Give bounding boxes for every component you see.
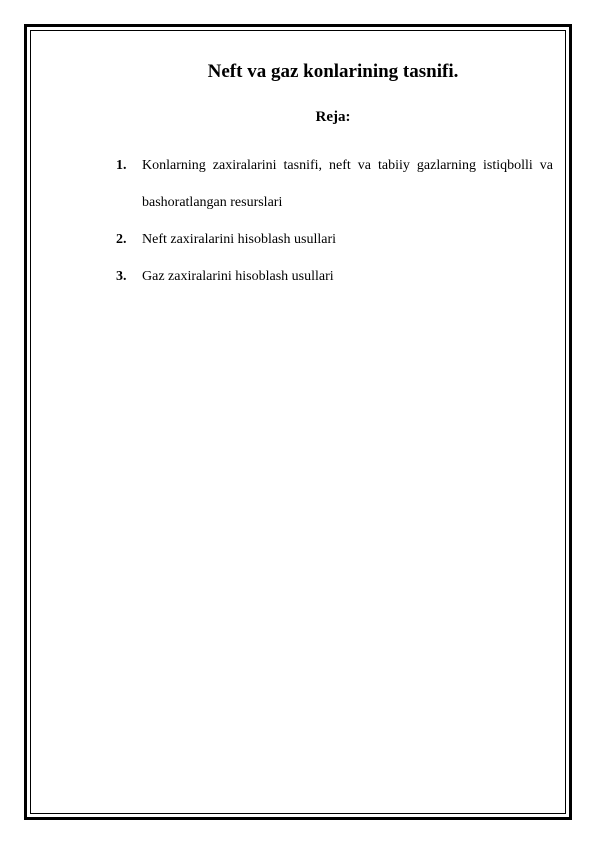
plan-list xyxy=(116,147,553,295)
page-content xyxy=(31,31,565,813)
plan-item-text: Konlarning zaxiralarini tasnifi, neft va tabiiy gazlarning istiqbolli va bashoratlangan resurslari xyxy=(142,158,553,210)
plan-item-text: Gaz zaxiralarini hisoblash usullari xyxy=(142,269,334,284)
plan-item-number: 2. xyxy=(116,232,127,247)
plan-item-text: Neft zaxiralarini hisoblash usullari xyxy=(142,232,336,247)
plan-heading: Reja: xyxy=(315,109,351,125)
plan-item-number: 3. xyxy=(116,269,127,284)
plan-item-3 xyxy=(116,258,553,295)
document-title: Neft va gaz konlarining tasnifi. xyxy=(207,61,459,82)
plan-item-number: 1. xyxy=(116,158,127,173)
plan-item-1 xyxy=(116,147,553,221)
plan-item-2 xyxy=(116,221,553,258)
